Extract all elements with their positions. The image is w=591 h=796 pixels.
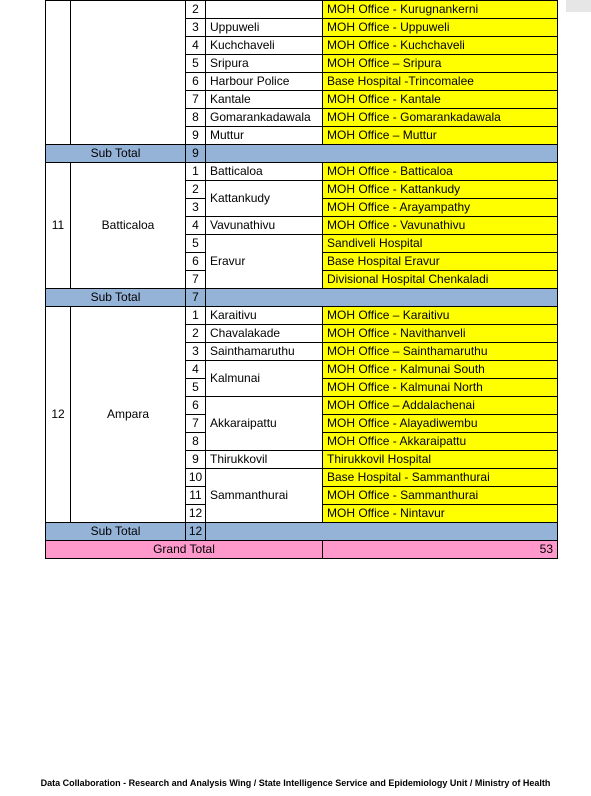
subtotal-value: 12 (186, 523, 206, 541)
row-index: 7 (186, 415, 206, 433)
office-cell: MOH Office - Kurugnankerni (323, 1, 558, 19)
district-name-cell (71, 1, 186, 145)
office-cell: MOH Office - Gomarankadawala (323, 109, 558, 127)
row-index: 5 (186, 55, 206, 73)
office-cell: MOH Office - Kuchchaveli (323, 37, 558, 55)
office-cell: MOH Office - Alayadiwembu (323, 415, 558, 433)
area-cell: Kuchchaveli (206, 37, 323, 55)
area-cell: Batticaloa (206, 163, 323, 181)
row-index: 6 (186, 397, 206, 415)
office-cell: MOH Office - Akkaraipattu (323, 433, 558, 451)
office-cell: MOH Office - Kattankudy (323, 181, 558, 199)
table-row (46, 163, 558, 181)
area-cell: Muttur (206, 127, 323, 145)
row-index: 12 (186, 505, 206, 523)
area-cell: Harbour Police (206, 73, 323, 91)
area-cell: Kattankudy (206, 181, 323, 217)
row-index: 1 (186, 307, 206, 325)
subtotal-value: 7 (186, 289, 206, 307)
row-index: 8 (186, 109, 206, 127)
page-footer: Data Collaboration - Research and Analysis Wing / State Intelligence Service and Epidemiology Unit / Ministry of Health (40, 778, 551, 788)
office-cell: MOH Office – Muttur (323, 127, 558, 145)
row-index: 6 (186, 253, 206, 271)
row-index: 7 (186, 271, 206, 289)
area-cell: Sainthamaruthu (206, 343, 323, 361)
office-cell: Base Hospital Eravur (323, 253, 558, 271)
row-index: 9 (186, 451, 206, 469)
office-cell: Sandiveli Hospital (323, 235, 558, 253)
subtotal-fill (206, 145, 558, 163)
area-cell: Akkaraipattu (206, 397, 323, 451)
row-index: 9 (186, 127, 206, 145)
scrollbar-corner (566, 0, 591, 12)
district-name: Ampara (71, 307, 186, 523)
row-index: 4 (186, 217, 206, 235)
district-name: Batticaloa (71, 163, 186, 289)
office-cell: MOH Office - Batticaloa (323, 163, 558, 181)
office-cell: MOH Office - Kantale (323, 91, 558, 109)
office-cell: MOH Office - Sammanthurai (323, 487, 558, 505)
row-index: 10 (186, 469, 206, 487)
area-cell: Vavunathivu (206, 217, 323, 235)
area-cell: Sripura (206, 55, 323, 73)
office-cell: Base Hospital -Trincomalee (323, 73, 558, 91)
row-index: 1 (186, 163, 206, 181)
district-number: 12 (46, 307, 71, 523)
area-cell (206, 1, 323, 19)
row-index: 2 (186, 325, 206, 343)
row-index: 3 (186, 343, 206, 361)
row-index: 5 (186, 235, 206, 253)
row-index: 6 (186, 73, 206, 91)
office-cell: Divisional Hospital Chenkaladi (323, 271, 558, 289)
office-cell: MOH Office - Arayampathy (323, 199, 558, 217)
office-cell: MOH Office – Addalachenai (323, 397, 558, 415)
office-cell: Thirukkovil Hospital (323, 451, 558, 469)
row-index: 7 (186, 91, 206, 109)
subtotal-label: Sub Total (46, 289, 186, 307)
subtotal-row (46, 523, 558, 541)
area-cell: Sammanthurai (206, 469, 323, 523)
row-index: 5 (186, 379, 206, 397)
row-index: 3 (186, 19, 206, 37)
row-index: 2 (186, 181, 206, 199)
subtotal-value: 9 (186, 145, 206, 163)
table-row (46, 307, 558, 325)
subtotal-row (46, 289, 558, 307)
grand-total-value: 53 (323, 541, 558, 559)
area-cell: Karaitivu (206, 307, 323, 325)
office-cell: Base Hospital - Sammanthurai (323, 469, 558, 487)
office-cell: MOH Office – Sripura (323, 55, 558, 73)
office-cell: MOH Office – Sainthamaruthu (323, 343, 558, 361)
office-cell: MOH Office – Karaitivu (323, 307, 558, 325)
office-cell: MOH Office - Vavunathivu (323, 217, 558, 235)
subtotal-label: Sub Total (46, 145, 186, 163)
subtotal-label: Sub Total (46, 523, 186, 541)
row-index: 2 (186, 1, 206, 19)
subtotal-fill (206, 523, 558, 541)
row-index: 3 (186, 199, 206, 217)
row-index: 11 (186, 487, 206, 505)
row-index: 4 (186, 361, 206, 379)
grand-total-row (46, 541, 558, 559)
area-cell: Thirukkovil (206, 451, 323, 469)
area-cell: Uppuweli (206, 19, 323, 37)
area-cell: Kalmunai (206, 361, 323, 397)
area-cell: Gomarankadawala (206, 109, 323, 127)
area-cell: Eravur (206, 235, 323, 289)
office-cell: MOH Office - Uppuweli (323, 19, 558, 37)
district-number-cell (46, 1, 71, 145)
area-cell: Kantale (206, 91, 323, 109)
row-index: 8 (186, 433, 206, 451)
grand-total-label: Grand Total (46, 541, 323, 559)
table-row (46, 1, 558, 19)
row-index: 4 (186, 37, 206, 55)
office-cell: MOH Office - Navithanveli (323, 325, 558, 343)
district-number: 11 (46, 163, 71, 289)
subtotal-row (46, 145, 558, 163)
office-cell: MOH Office - Nintavur (323, 505, 558, 523)
office-cell: MOH Office - Kalmunai South (323, 361, 558, 379)
moh-office-table (45, 0, 558, 559)
subtotal-fill (206, 289, 558, 307)
area-cell: Chavalakade (206, 325, 323, 343)
office-cell: MOH Office - Kalmunai North (323, 379, 558, 397)
